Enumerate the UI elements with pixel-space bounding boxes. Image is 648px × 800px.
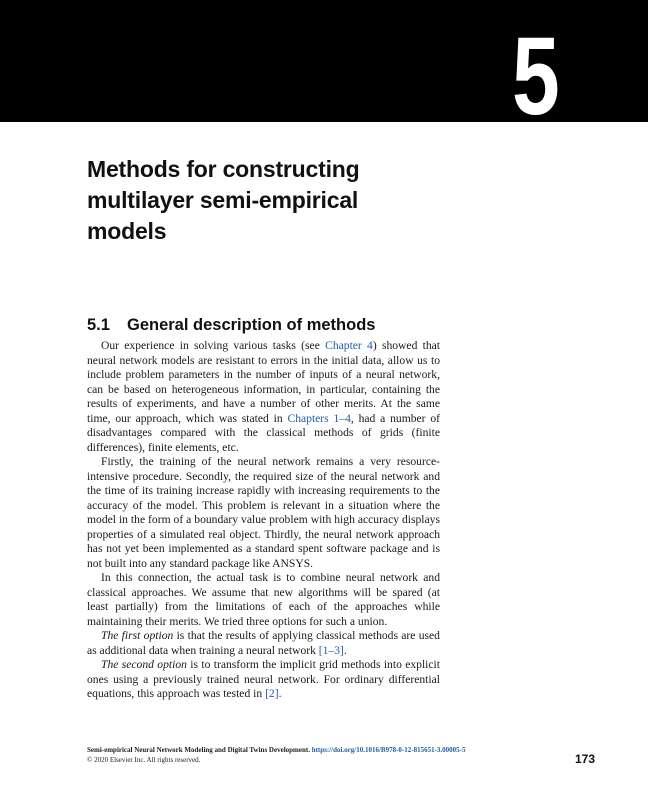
paragraph-2: Firstly, the training of the neural network remains a very resource-intensive procedure. Secondly, the required size of the neural network and the time of its training increase rapidly with increasing requirements to the accuracy of the model. This problem is relevant in a situation where the model in the form of a boundary value problem with high accuracy displays properties of a simulated real object. Thirdly, the neural network approach has not yet been implemented as a standard spent software package and is not built into any standard package like ANSYS. [87, 455, 440, 570]
chapter-4-link[interactable]: Chapter 4 [325, 339, 373, 352]
section-title: General description of methods [127, 316, 376, 334]
page-number: 173 [575, 752, 596, 766]
paragraph-1 [87, 339, 440, 455]
paragraph-5-text-a: is to transform the implicit grid methods into explicit ones using a previously trained neural network. For ordinary differential equations, this approach was tested in [87, 658, 440, 700]
chapter-header-band [0, 0, 648, 138]
paragraph-4 [87, 629, 440, 658]
paragraph-5-text-b: . [278, 687, 282, 700]
chapters-1-4-link[interactable]: Chapters 1–4 [287, 411, 351, 425]
body-text [87, 339, 440, 702]
copyright: © 2020 Elsevier Inc. All rights reserved. [87, 756, 201, 764]
section-heading [87, 315, 375, 335]
book-title: Semi-empirical Neural Network Modeling and Digital Twins Development. [87, 746, 310, 754]
doi-link[interactable]: https://doi.org/10.1016/B978-0-12-815651-3.00005-5 [311, 746, 466, 754]
paragraph-5-emphasis: The second option [101, 658, 187, 671]
paragraph-4-emphasis: The first option [101, 629, 174, 642]
chapter-number: 5 [511, 15, 558, 138]
paragraph-4-text-b: . [343, 643, 347, 657]
section-number: 5.1 [87, 316, 110, 334]
page-footer [87, 745, 557, 765]
paragraph-3: In this connection, the actual task is to combine neural network and classical approaches. We assume that new algorithms will be spared (at least partially) from the limitations of each of the approaches while maintaining their merits. We tried three options for such a union. [87, 571, 440, 628]
citation-1-3-link[interactable]: [1–3] [318, 643, 344, 657]
citation-2-link[interactable]: [2] [265, 687, 279, 700]
paragraph-1-text-a: Our experience in solving various tasks (see [101, 339, 326, 352]
chapter-title: Methods for constructing multilayer semi-empirical models [87, 156, 360, 244]
footer-citation [87, 745, 557, 755]
paragraph-5 [87, 658, 440, 702]
paragraph-4-text-a: is that the results of applying classical methods are used as additional data when training a neural network [87, 629, 440, 657]
paragraph-1-text-b: ) showed that neural network models are resistant to errors in the initial data, allow us to include problem parameters in the number of inputs of a neural network, can be based on heterogeneous information, in particular, containing the results of experiments, and have a number of other merits. At the same time, our approach, which was stated in [87, 339, 440, 425]
paragraph-1-text-c: , had a number of disadvantages compared with the classical methods of grids (finite differences), finite elements, etc. [87, 411, 440, 454]
